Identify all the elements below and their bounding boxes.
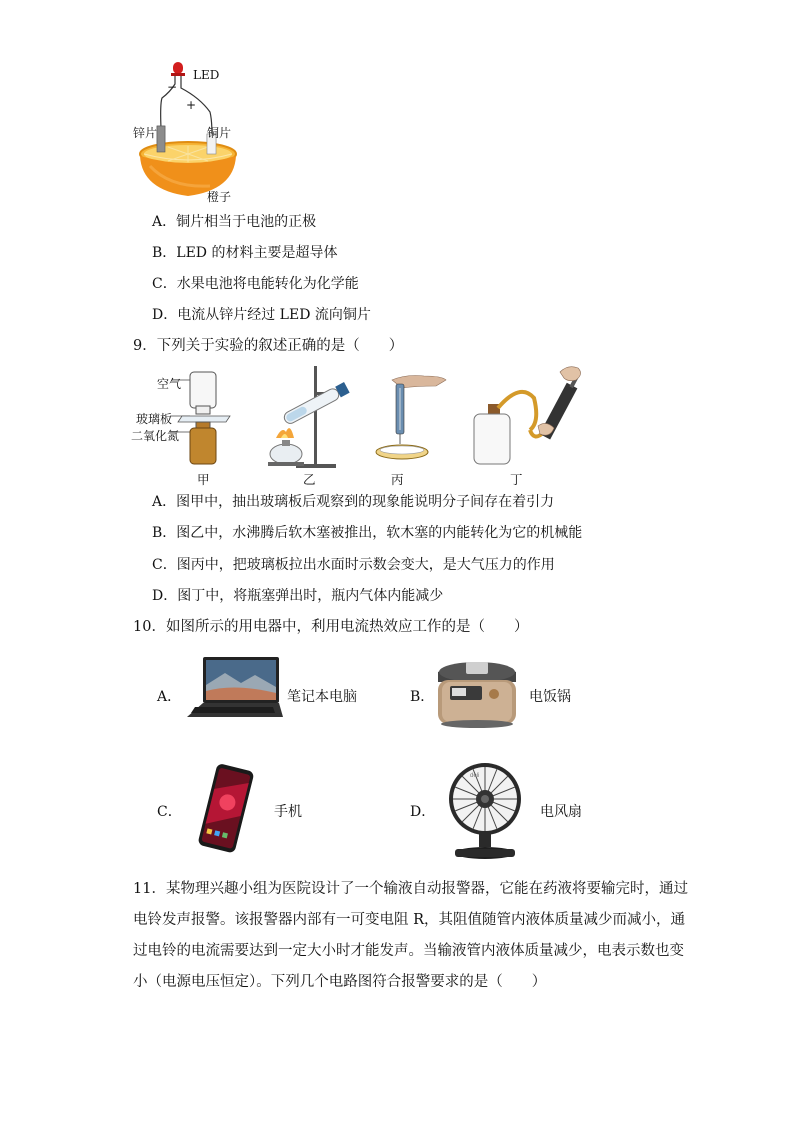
caption-ding: 丁 bbox=[510, 472, 523, 487]
q10-option-d-letter[interactable]: D． bbox=[410, 804, 436, 820]
rice-cooker-image bbox=[432, 652, 522, 732]
q9-option-c[interactable]: C．图丙中，把玻璃板拉出水面时示数会变大，是大气压力的作用 bbox=[152, 557, 555, 573]
caption-jia: 甲 bbox=[197, 472, 210, 487]
q8-option-b[interactable]: B．LED 的材料主要是超导体 bbox=[152, 245, 338, 261]
plus-sign: + bbox=[186, 98, 197, 112]
q10-option-b-name: 电饭锅 bbox=[529, 689, 571, 705]
q10-option-c-letter[interactable]: C． bbox=[157, 804, 182, 820]
zinc-label: 锌片 bbox=[133, 126, 158, 140]
q11-stem bbox=[133, 874, 688, 998]
no2-label: 二氧化氮 bbox=[131, 429, 180, 443]
q11-line-1: 11．某物理兴趣小组为医院设计了一个输液自动报警器，它能在药液将要输完时，通过 bbox=[133, 881, 688, 897]
q10-option-a-letter[interactable]: A． bbox=[157, 689, 182, 705]
fig-ding-bottle-pump bbox=[468, 362, 592, 472]
minus-sign: − bbox=[167, 80, 178, 94]
q9-option-b[interactable]: B．图乙中，水沸腾后软木塞被推出，软木塞的内能转化为它的机械能 bbox=[152, 525, 583, 541]
orange-label: 橙子 bbox=[207, 190, 232, 204]
q9-option-d[interactable]: D．图丁中，将瓶塞弹出时，瓶内气体内能减少 bbox=[152, 588, 444, 604]
fig-bing-spring-scale bbox=[372, 370, 452, 470]
laptop-image bbox=[185, 655, 285, 725]
q9-option-a[interactable]: A．图甲中，抽出玻璃板后观察到的现象能说明分子间存在着引力 bbox=[152, 494, 555, 510]
q10-option-b-letter[interactable]: B． bbox=[410, 689, 435, 705]
caption-bing: 丙 bbox=[391, 472, 404, 487]
q8-option-a[interactable]: A．铜片相当于电池的正极 bbox=[152, 214, 317, 230]
glass-plate-label: 玻璃板 bbox=[136, 412, 173, 426]
q8-option-d[interactable]: D．电流从锌片经过 LED 流向铜片 bbox=[152, 307, 371, 323]
air-label: 空气 bbox=[157, 377, 182, 391]
fig-yi-test-tube bbox=[262, 362, 362, 472]
q10-option-a-name: 笔记本电脑 bbox=[287, 689, 357, 705]
q8-option-c[interactable]: C．水果电池将电能转化为化学能 bbox=[152, 276, 359, 292]
phone-image bbox=[185, 762, 265, 854]
q10-stem: 10．如图所示的用电器中，利用电流热效应工作的是（ ） bbox=[133, 619, 529, 635]
q11-line-2: 电铃发声报警。该报警器内部有一可变电阻 R，其阻值随管内液体质量减少而减小，通 bbox=[133, 912, 686, 928]
copper-label: 铜片 bbox=[207, 126, 232, 140]
electric-fan-image bbox=[445, 757, 525, 861]
led-label: LED bbox=[193, 68, 220, 82]
led-icon bbox=[173, 62, 183, 74]
q11-line-3: 过电铃的电流需要达到一定大小时才能发声。当输液管内液体质量减少，电表示数也变 bbox=[133, 943, 684, 959]
caption-yi: 乙 bbox=[303, 472, 316, 487]
q11-line-4: 小（电源电压恒定）。下列几个电路图符合报警要求的是（ ） bbox=[133, 974, 547, 990]
q10-option-c-name: 手机 bbox=[274, 804, 302, 820]
q10-option-d-name: 电风扇 bbox=[540, 804, 582, 820]
q9-stem: 9．下列关于实验的叙述正确的是（ ） bbox=[133, 338, 404, 354]
fan-brand-logo: deli bbox=[470, 773, 480, 779]
